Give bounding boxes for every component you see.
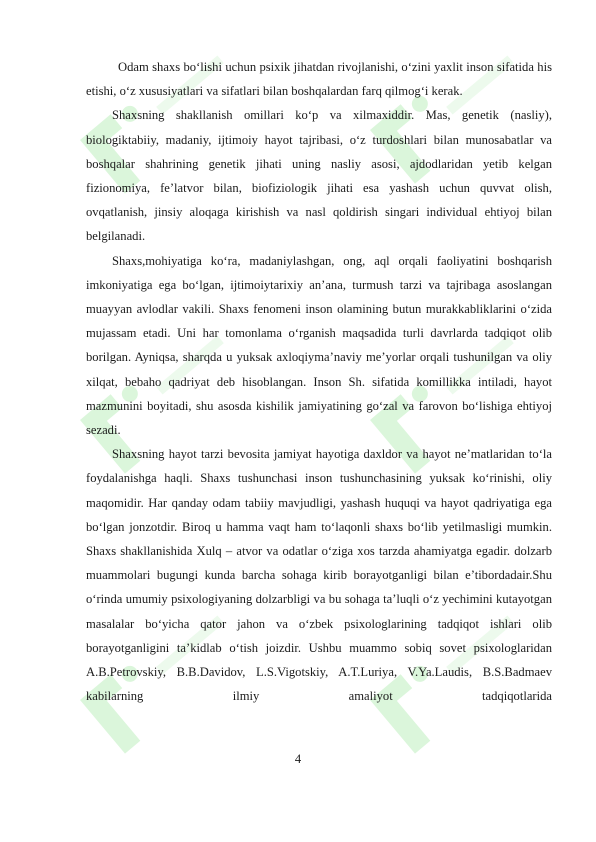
paragraph: Shaxsning shakllanish omillari ko‘p va xilmaxiddir. Mas, genetik (nasliy), biologiktabiiy, madaniy, ijtimoiy hayot tajribasi, o‘z turdoshlari bilan munosabatlar va boshqalar shahrining genetik jihati uning nasliy asosi, ajdodlaridan yetib kelgan fizionomiya, fe’latvor bilan, biofiziologik jihati esa yashash uchun quvvat olish, ovqatlanish, jinsiy aloqaga kirishish va nasl qoldirish singari individual ehtiyoj bilan belgilanadi. [86,108,552,244]
paragraph: Odam shaxs bo‘lishi uchun psixik jihatdan rivojlanishi, o‘zini yaxlit inson sifatida his etishi, o‘z xususiyatlari va sifatlari bilan boshqalardan farq qilmog‘i kerak. [86,60,552,99]
paragraph: Shaxsning hayot tarzi bevosita jamiyat hayotiga daxldor va hayot ne’matlaridan to‘la foydalanishga haqli. Shaxs tushunchasi inson tushunchasining yuksak ko‘rinishi, oliy maqomidir. Har qanday odam tabiiy mavjudligi, yashash huquqi va hayot qadriyatiga ega bo‘lgan jonzotdir. Biroq u hamma vaqt ham to‘laqonli shaxs bo‘lib yetilmasligi mumkin. Shaxs shakllanishida Xulq – atvor va odatlar o‘ziga xos tarzda ahamiyatga egadir. dolzarb muammolari bugungi kunda barcha sohaga kirib borayotganligi bilan e’tibordadair.Shu o‘rinda umumiy psixologiyaning dolzarbligi va bu sohaga ta’luqli o‘z yechimini kutayotgan masalalar bo‘yicha qator jahon va o‘zbek psixologlarining tadqiqot ishlari olib borayotganligini ta’kidlab o‘tish joizdir. Ushbu muammo sobiq sovet psixologlaridan A.B.Petrovskiy, B.B.Davidov, L.S.Vigotskiy, A.T.Luriya, V.Ya.Laudis, B.S.Badmaev kabilarning ilmiy amaliyot tadqiqotlarida [86,447,552,704]
page-number: 4 [294,752,302,766]
paragraph: Shaxs,mohiyatiga ko‘ra, madaniylashgan, ong, aql orqali faoliyatini boshqarish imkoniyatiga ega bo‘lgan, ijtimoiytarixiy an’ana, turmush tarzi va tajribaga asoslangan muayyan avlodlar vakili. Shaxs fenomeni inson olamining butun murakkabliklarini o‘zida mujassam etadi. Uni har tomonlama o‘rganish maqsadida turli davrlarda tadqiqot olib borilgan. Ayniqsa, sharqda u yuksak axloqiyma’naviy me’yorlar orqali tushunilgan va oliy xilqat, bebaho qadriyat deb hisoblangan. Inson Sh. sifatida komillikka intiladi, hayot mazmunini boyitadi, shu asosda kishilik jamiyatining go‘zal va farovon bo‘lishiga ehtiyoj sezadi. [86,253,552,438]
body-text [86,55,552,708]
